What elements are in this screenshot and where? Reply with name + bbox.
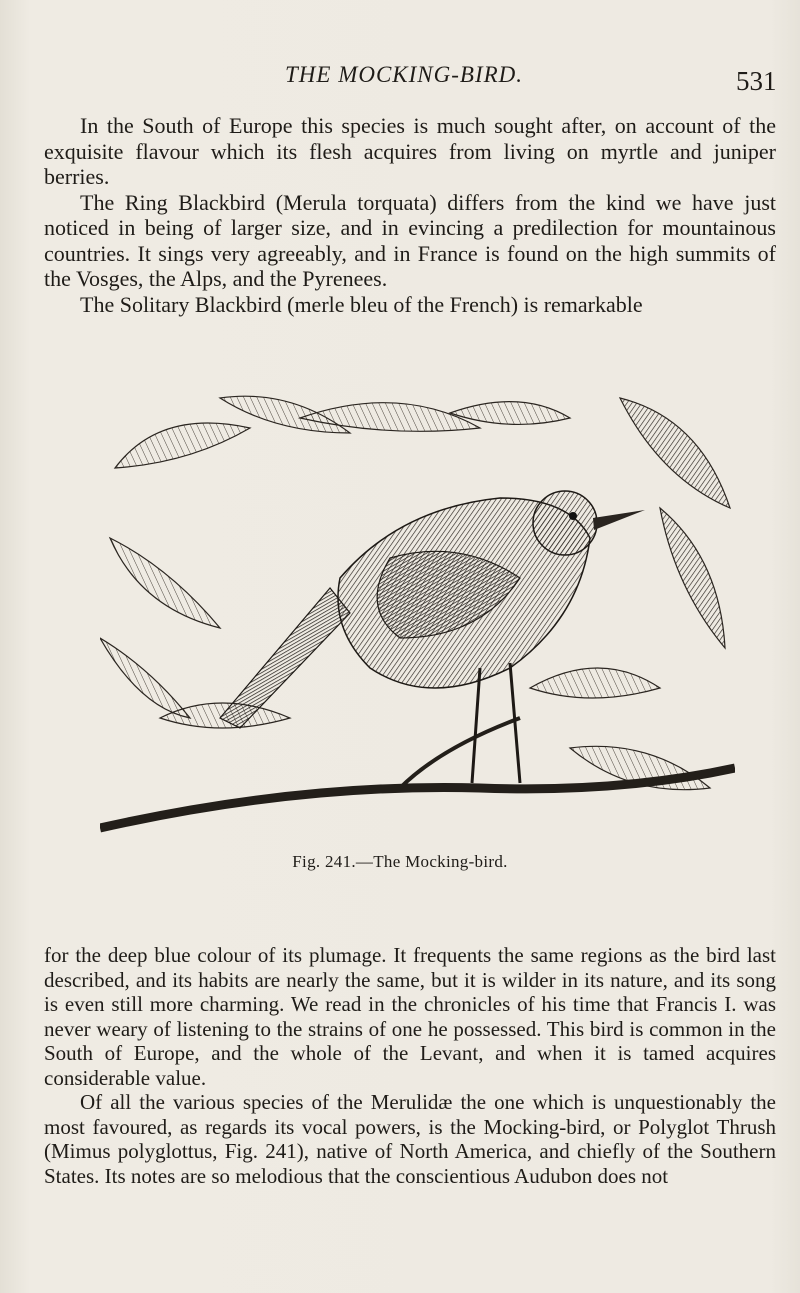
paragraph: Of all the various species of the Merulidæ the one which is unquestionably the most favoured, as regards its vocal powers, is the Mocking-bird, or Polyglot Thrush (Mimus polyglottus, Fig. 241), native of North America, and chiefly of the Southern States. Its notes are so melodious that the conscientious Audubon does not bbox=[44, 1090, 776, 1188]
page-number: 531 bbox=[736, 66, 777, 96]
paragraph: In the South of Europe this species is much sought after, on account of the exquisite flavour which its flesh acquires from living on myrtle and juniper berries. bbox=[44, 113, 776, 189]
paragraph: for the deep blue colour of its plumage. It frequents the same regions as the bird last described, and its habits are nearly the same, but it is wilder in its nature, and its song is even still more charming. We read in the chronicles of his time that Francis I. was never weary of listening to the strains of one he possessed. This bird is common in the South of Europe, and the whole of the Levant, and when it is tamed acquires considerable value. bbox=[44, 943, 776, 1090]
page-header bbox=[0, 62, 800, 102]
text-top bbox=[44, 113, 776, 317]
text-bottom bbox=[44, 943, 776, 1188]
paragraph: The Ring Blackbird (Merula torquata) differs from the kind we have just noticed in being of larger size, and in evincing a predilection for mountainous countries. It sings very agreeably, and in France is found on the high summits of the Vosges, the Alps, and the Pyrenees. bbox=[44, 189, 776, 291]
running-title: THE MOCKING-BIRD. bbox=[285, 62, 524, 87]
paragraph: The Solitary Blackbird (merle bleu of the French) is remarkable bbox=[80, 291, 643, 317]
figure-caption: Fig. 241.—The Mocking-bird. bbox=[292, 852, 508, 871]
mocking-bird-illustration bbox=[100, 388, 735, 838]
